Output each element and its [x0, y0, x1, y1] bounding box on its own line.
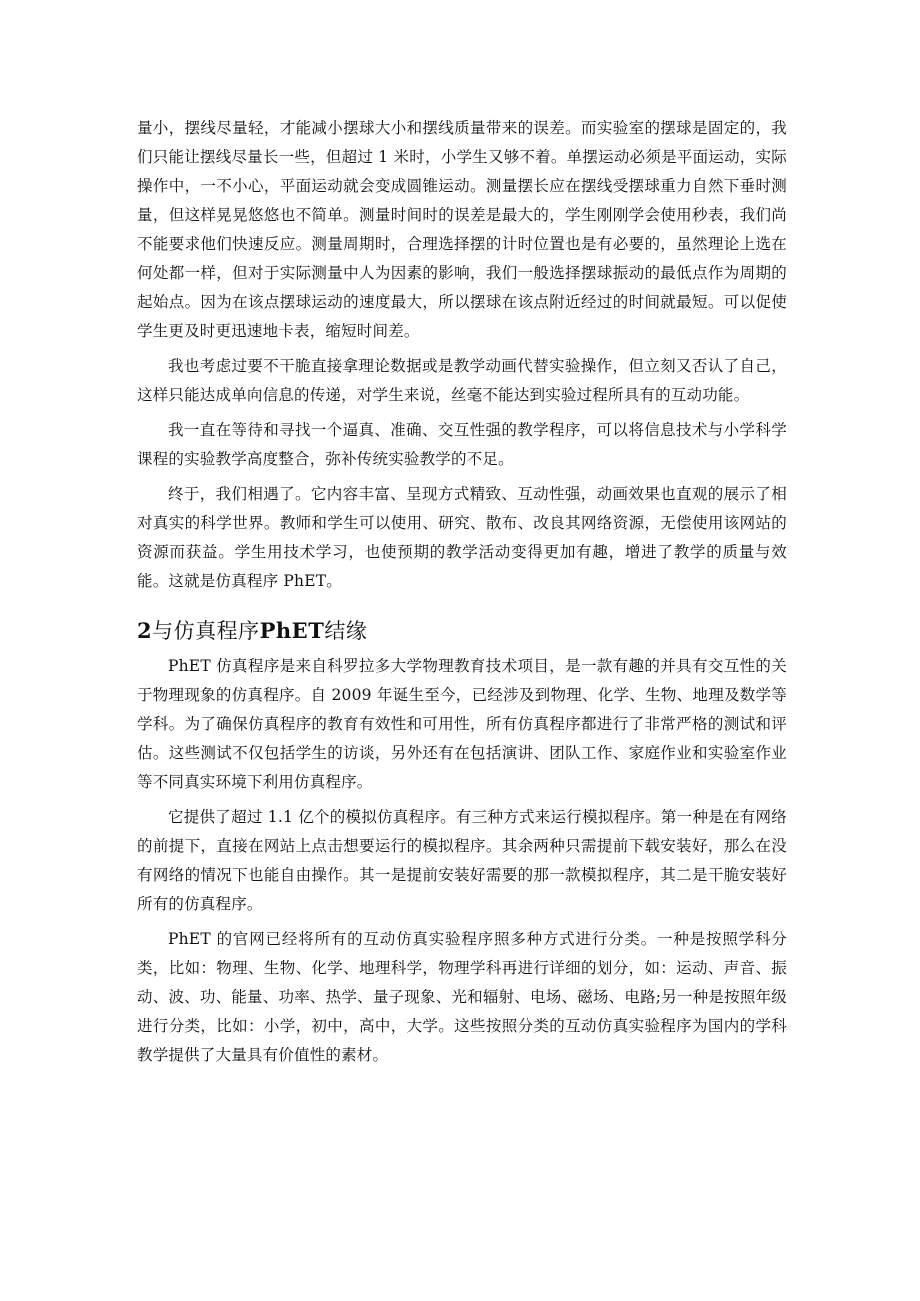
section-intro — [137, 114, 787, 596]
paragraph-phet-classification: PhET 的官网已经将所有的互动仿真实验程序照多种方式进行分类。一种是按照学科分类，比如：物理、生物、化学、地理科学，物理学科再进行详细的划分，如：运动、声音、振动、波、功、能量、功率、热学、量子现象、光和辐射、电场、磁场、电路;另一种是按照年级进行分类，比如：小学，初中，高中，大学。这些按照分类的互动仿真实验程序为国内的学科教学提供了大量具有价值性的素材。 — [137, 930, 787, 1064]
section-heading — [137, 614, 787, 648]
heading-number: 2 — [137, 618, 153, 643]
paragraph-searching-program: 我一直在等待和寻找一个逼真、准确、交互性强的教学程序，可以将信息技术与小学科学课程的实验教学高度整合，弥补传统实验教学的不足。 — [137, 421, 787, 468]
paragraph-phet-intro: PhET 仿真程序是来自科罗拉多大学物理教育技术项目，是一款有趣的并具有交互性的关于物理现象的仿真程序。自 2009 年诞生至今，已经涉及到物理、化学、生物、地理及数学等学科。为了确保仿真程序的教育有效性和可用性，所有仿真程序都进行了非常严格的测试和评估。这些测试不仅包括学生的访谈，另外还有在包括演讲、团队工作、家庭作业和实验室作业等不同真实环境下利用仿真程序。 — [137, 657, 787, 791]
heading-latin: PhET — [259, 618, 325, 643]
paragraph-animation-alternative: 我也考虑过要不干脆直接拿理论数据或是教学动画代替实验操作，但立刻又否认了自己，这样只能达成单向信息的传递，对学生来说，丝毫不能达到实验过程所具有的互动功能。 — [137, 357, 787, 404]
document-page — [137, 114, 787, 1076]
paragraph-meeting-phet: 终于，我们相遇了。它内容丰富、呈现方式精致、互动性强，动画效果也直观的展示了相对真实的科学世界。教师和学生可以使用、研究、散布、改良其网络资源，无偿使用该网站的资源而获益。学生用技术学习，也使预期的教学活动变得更加有趣，增进了教学的质量与效能。这就是仿真程序 PhET。 — [137, 485, 787, 590]
heading-text-1: 与仿真程序 — [152, 619, 260, 643]
paragraph-phet-running: 它提供了超过 1.1 亿个的模拟仿真程序。有三种方式来运行模拟程序。第一种是在有网络的前提下，直接在网站上点击想要运行的模拟程序。其余两种只需提前下载安装好，那么在没有网络的情况下也能自由操作。其一是提前安装好需要的那一款模拟程序，其二是干脆安装好所有的仿真程序。 — [137, 808, 787, 913]
heading-text-2: 结缘 — [324, 619, 368, 643]
paragraph-pendulum-error: 量小，摆线尽量轻，才能减小摆球大小和摆线质量带来的误差。而实验室的摆球是固定的，我们只能让摆线尽量长一些，但超过 1 米时，小学生又够不着。单摆运动必须是平面运动，实际操作中，一不小心，平面运动就会变成圆锥运动。测量摆长应在摆线受摆球重力自然下垂时测量，但这样晃晃悠悠也不简单。测量时间时的误差是最大的，学生刚刚学会使用秒表，我们尚不能要求他们快速反应。测量周期时，合理选择摆的计时位置也是有必要的，虽然理论上选在何处都一样，但对于实际测量中人为因素的影响，我们一般选择摆球振动的最低点作为周期的起始点。因为在该点摆球运动的速度最大，所以摆球在该点附近经过的时间就最短。可以促使学生更及时更迅速地卡表，缩短时间差。 — [137, 119, 787, 340]
section-phet — [137, 652, 787, 1070]
